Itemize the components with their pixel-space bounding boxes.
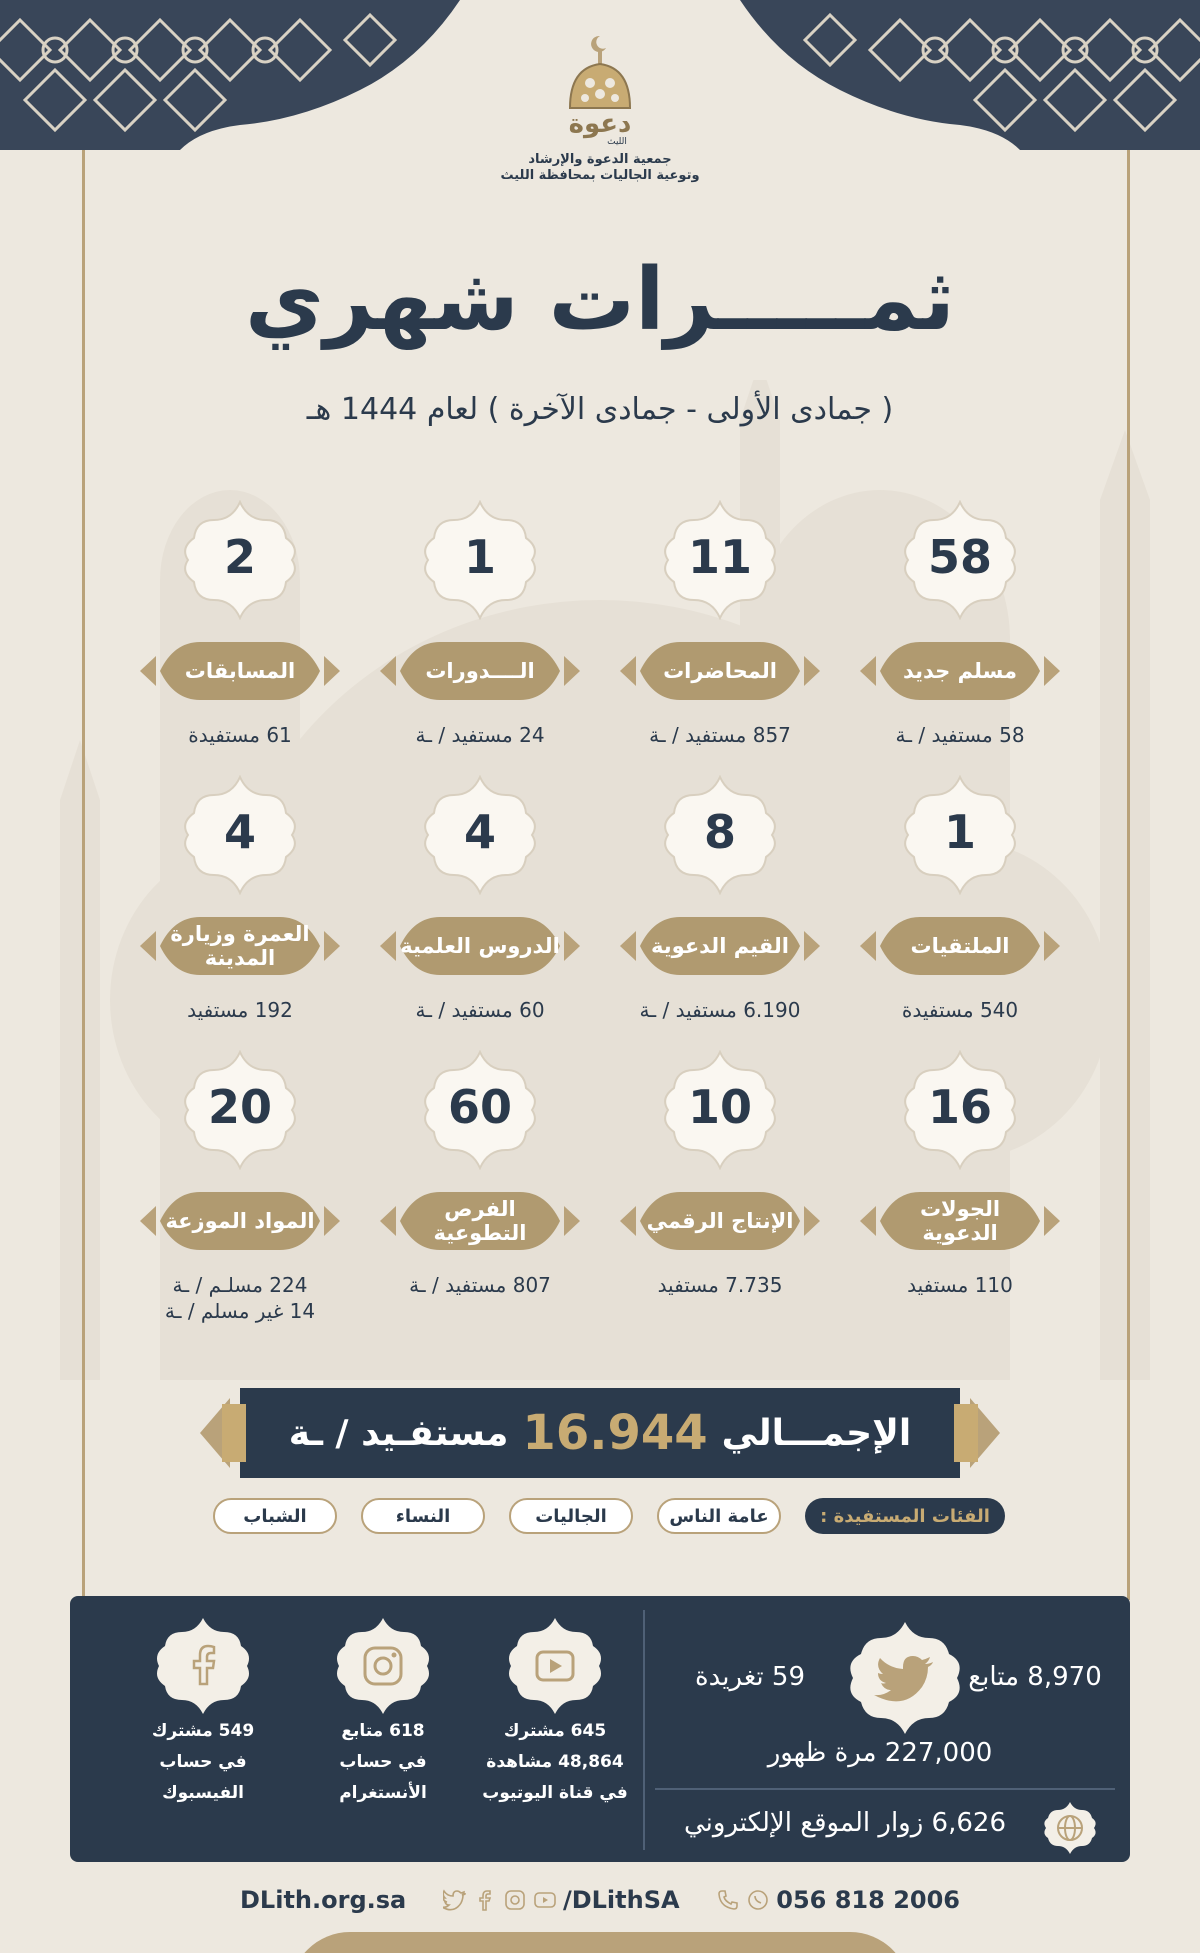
instagram-account-label: في حساب <box>339 1752 427 1772</box>
globe-icon <box>1042 1800 1098 1856</box>
stat-number-badge <box>660 775 780 895</box>
category-pill: النساء <box>361 1498 485 1534</box>
category-pill: الجاليات <box>509 1498 633 1534</box>
stat-card <box>130 1050 350 1323</box>
stat-card <box>610 500 830 770</box>
frame-line-right <box>1127 150 1130 1600</box>
stat-label: العمرة وزيارة المدينة <box>170 922 310 970</box>
stat-label: الإنتاج الرقمي <box>646 1209 794 1233</box>
facebook-stats <box>123 1616 283 1809</box>
geometric-pattern-top-left <box>0 0 460 150</box>
org-name-line2: وتوعية الجاليات بمحافظة الليث <box>500 168 700 183</box>
whatsapp-icon <box>746 1888 770 1912</box>
phone-group <box>716 1886 960 1914</box>
youtube-subscribers: 645 مشترك <box>503 1721 607 1741</box>
stat-number: 11 <box>687 530 752 584</box>
stat-label: الملتقيات <box>910 934 1010 958</box>
stat-beneficiaries-line: 192 مستفيد <box>187 998 293 1022</box>
social-handle[interactable]: /DLithSA <box>562 1886 680 1914</box>
stat-beneficiaries-line: 110 مستفيد <box>907 1273 1013 1297</box>
frame-line-left <box>82 150 85 1600</box>
social-handle-group <box>443 1886 680 1914</box>
organization-logo <box>490 28 710 208</box>
stat-beneficiaries <box>850 722 1070 748</box>
stat-beneficiaries-line: 58 مستفيد / ـة <box>895 723 1025 747</box>
stat-beneficiaries-line: 6.190 مستفيد / ـة <box>639 998 801 1022</box>
twitter-small-icon <box>443 1888 467 1912</box>
page-subtitle: ( جمادى الأولى - جمادى الآخرة ) لعام 1444 هـ <box>306 392 894 427</box>
stat-beneficiaries-line: 540 مستفيدة <box>901 998 1019 1022</box>
stat-number: 2 <box>223 530 256 584</box>
stat-beneficiaries-line: 60 مستفيد / ـة <box>415 998 545 1022</box>
stat-number-badge <box>180 1050 300 1170</box>
stat-beneficiaries-line: 7.735 مستفيد <box>657 1273 783 1297</box>
stat-label-ribbon <box>620 638 820 704</box>
twitter-bird-icon <box>845 1618 965 1738</box>
geometric-pattern-top-right <box>740 0 1200 150</box>
stat-number-badge <box>660 1050 780 1170</box>
stat-label-ribbon <box>380 913 580 979</box>
stat-number: 20 <box>207 1080 272 1134</box>
stat-label-ribbon <box>860 638 1060 704</box>
stat-beneficiaries <box>370 722 590 748</box>
stat-beneficiaries <box>130 1272 350 1324</box>
facebook-name-label: الفيسبوك <box>162 1783 244 1803</box>
total-value: 16.944 <box>522 1405 708 1461</box>
stat-number: 4 <box>223 805 256 859</box>
stat-card <box>370 500 590 770</box>
facebook-icon <box>153 1616 253 1716</box>
stat-card <box>130 775 350 1045</box>
emblem-text: دعوة <box>568 109 632 139</box>
stat-label: المسابقات <box>184 659 296 683</box>
footer-contact <box>240 1880 960 1920</box>
stat-number: 60 <box>447 1080 512 1134</box>
stat-number-badge <box>420 775 540 895</box>
stat-number-badge <box>660 500 780 620</box>
stat-label-ribbon <box>140 638 340 704</box>
stat-label: المواد الموزعة <box>165 1209 315 1233</box>
social-stats-panel <box>70 1596 1130 1862</box>
website-link[interactable]: DLith.org.sa <box>240 1886 407 1914</box>
facebook-small-icon <box>473 1888 497 1912</box>
stat-number: 1 <box>943 805 976 859</box>
stat-label: مسلم جديد <box>903 659 1018 683</box>
stat-beneficiaries-line: 224 مسلـم / ـة <box>172 1273 308 1297</box>
stat-card <box>610 775 830 1045</box>
stat-card <box>370 1050 590 1320</box>
stat-label-ribbon <box>380 1188 580 1254</box>
stat-card <box>610 1050 830 1320</box>
stat-number-badge <box>180 500 300 620</box>
stat-beneficiaries <box>130 722 350 748</box>
stat-card <box>850 775 1070 1045</box>
facebook-account-label: في حساب <box>159 1752 247 1772</box>
stat-beneficiaries <box>610 1272 830 1298</box>
stat-card <box>850 500 1070 770</box>
stat-label-ribbon <box>860 913 1060 979</box>
stat-label: الــــدورات <box>425 659 535 683</box>
stat-number: 10 <box>687 1080 752 1134</box>
instagram-icon <box>333 1616 433 1716</box>
stat-number-badge <box>420 1050 540 1170</box>
phone-number[interactable]: 056 818 2006 <box>776 1886 960 1914</box>
stat-number: 16 <box>927 1080 992 1134</box>
phone-icon <box>716 1888 740 1912</box>
stat-label-ribbon <box>140 913 340 979</box>
stat-number: 8 <box>703 805 736 859</box>
beneficiary-categories <box>195 1496 1005 1536</box>
youtube-icon <box>505 1616 605 1716</box>
total-banner <box>200 1388 1000 1478</box>
stat-number-badge <box>900 1050 1020 1170</box>
stat-beneficiaries <box>130 997 350 1023</box>
stat-beneficiaries <box>370 997 590 1023</box>
category-pill: عامة الناس <box>657 1498 781 1534</box>
instagram-name-label: الأنستغرام <box>339 1783 427 1803</box>
categories-heading: الفئات المستفيدة : <box>805 1498 1005 1534</box>
stat-card <box>370 775 590 1045</box>
stat-label: القيم الدعوية <box>651 934 789 958</box>
stat-label: الدروس العلمية <box>400 934 560 958</box>
stat-beneficiaries <box>850 997 1070 1023</box>
stat-card <box>130 500 350 770</box>
panel-divider-vertical <box>643 1610 645 1850</box>
category-pill: الشباب <box>213 1498 337 1534</box>
panel-divider-horizontal <box>655 1788 1115 1790</box>
stat-beneficiaries-line: 61 مستفيدة <box>188 723 292 747</box>
twitter-followers: 8,970 متابع <box>968 1662 1102 1692</box>
instagram-followers: 618 متابع <box>341 1721 425 1741</box>
stat-beneficiaries <box>370 1272 590 1298</box>
org-name-line1: جمعية الدعوة والإرشاد <box>528 152 672 167</box>
stat-beneficiaries <box>610 722 830 748</box>
stat-number: 58 <box>927 530 992 584</box>
stat-number-badge <box>420 500 540 620</box>
stat-card <box>850 1050 1070 1320</box>
stat-label-ribbon <box>140 1188 340 1254</box>
stat-label: الجولات الدعوية <box>919 1197 1001 1245</box>
stat-number: 1 <box>463 530 496 584</box>
facebook-subscribers: 549 مشترك <box>151 1721 255 1741</box>
stat-beneficiaries-line2: 14 غير مسلم / ـة <box>164 1299 316 1323</box>
page-title: ثمـــــرات شهري <box>245 250 955 350</box>
total-text <box>250 1388 950 1478</box>
youtube-channel-label: في قناة اليوتيوب <box>482 1783 628 1803</box>
stat-label: المحاضرات <box>663 659 777 683</box>
total-label: الإجمـــالي <box>721 1412 912 1454</box>
emblem-subtext: الليث <box>607 137 627 147</box>
stat-beneficiaries-line: 24 مستفيد / ـة <box>415 723 545 747</box>
stat-label-ribbon <box>620 913 820 979</box>
stat-beneficiaries-line: 807 مستفيد / ـة <box>409 1273 551 1297</box>
stat-number: 4 <box>463 805 496 859</box>
twitter-tweets: 59 تغريدة <box>695 1662 805 1692</box>
stat-label-ribbon <box>860 1188 1060 1254</box>
stat-beneficiaries <box>610 997 830 1023</box>
stat-label-ribbon <box>620 1188 820 1254</box>
stat-number-badge <box>900 775 1020 895</box>
stat-number-badge <box>900 500 1020 620</box>
bottom-decoration <box>290 1932 910 1953</box>
stat-beneficiaries <box>850 1272 1070 1298</box>
youtube-views: 48,864 مشاهدة <box>486 1752 624 1772</box>
stat-label-ribbon <box>380 638 580 704</box>
stat-label: الفرص التطوعية <box>433 1197 527 1245</box>
youtube-stats <box>475 1616 635 1809</box>
total-unit: مستفـيد / ـة <box>288 1412 509 1454</box>
instagram-small-icon <box>503 1888 527 1912</box>
stat-number-badge <box>180 775 300 895</box>
stat-beneficiaries-line: 857 مستفيد / ـة <box>649 723 791 747</box>
youtube-small-icon <box>533 1888 557 1912</box>
instagram-stats <box>303 1616 463 1809</box>
website-visitors: 6,626 زوار الموقع الإلكتروني <box>684 1808 1006 1838</box>
dome-emblem-icon <box>555 28 645 148</box>
twitter-impressions: 227,000 مرة ظهور <box>767 1738 993 1768</box>
